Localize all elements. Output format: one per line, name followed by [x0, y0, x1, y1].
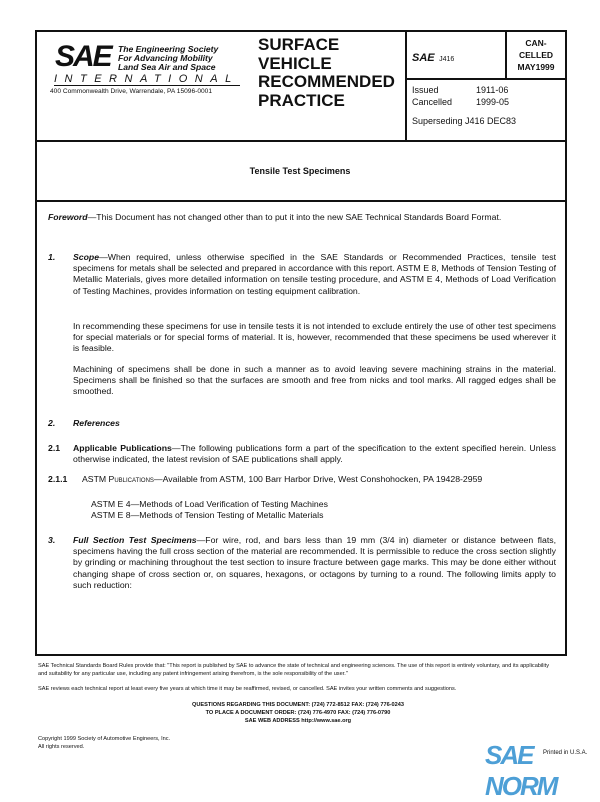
tagline-line: For Advancing Mobility [118, 53, 213, 63]
board-rules: SAE Technical Standards Board Rules provide that: "This report is published by SAE to advance the state of technical and engineering sciences. The use of this report is entirely voluntary, and its applicability and suitability for any particular use, including any patent infringement arising therefrom, is the sole responsibility of the user." [38, 663, 549, 677]
cancelled-value: 1999-05 [476, 97, 510, 107]
tagline-line: The Engineering Society [118, 44, 219, 54]
foreword-text: —This Document has not changed other than to put it into the new SAE Technical Standards Board Format. [87, 212, 502, 222]
paragraph: Machining of specimens shall be done in such a manner as to avoid leaving severe machining strains in the material. Specimens shall be finished so that the surfaces are smooth and free from nicks and tool marks. All ragged edges shall be smoothed. [73, 364, 556, 397]
tagline-line: Land Sea Air and Space [118, 62, 216, 72]
sae-logo: SAE [55, 40, 111, 73]
issued-label: Issued [412, 85, 439, 95]
superseding: Superseding J416 DEC83 [412, 116, 517, 126]
reference-item: ASTM E 8—Methods of Tension Testing of Metallic Materials [91, 510, 324, 521]
doc-type-line: PRACTICE [258, 90, 345, 110]
subsection-text: —Available from ASTM, 100 Barr Harbor Drive, West Conshohocken, PA 19428-2959 [153, 474, 483, 484]
international-label: INTERNATIONAL [54, 73, 239, 85]
divider [405, 30, 407, 140]
section-number: 2.1.1 [48, 474, 68, 484]
document-title: Tensile Test Specimens [249, 166, 351, 176]
sae-norm-watermark-logo: SAE NORM [485, 740, 557, 801]
section-number: 3. [48, 535, 56, 545]
address: 400 Commonwealth Drive, Warrendale, PA 15096-0001 [50, 88, 212, 95]
questions-line: QUESTIONS REGARDING THIS DOCUMENT: (724) 772-8512 FAX: (724) 776-0243 [191, 702, 404, 708]
subsection-heading: ASTM Publications [82, 474, 154, 484]
rights: All rights reserved. [38, 744, 85, 750]
review-note: SAE reviews each technical report at least every five years at which time it may be reaffirmed, revised, or cancelled. SAE invites your written comments and suggestions. [38, 686, 457, 692]
copyright: Copyright 1999 Society of Automotive Engineers, Inc. [38, 736, 171, 742]
order-line: TO PLACE A DOCUMENT ORDER: (724) 776-4970 FAX: (724) 776-0790 [205, 710, 391, 716]
divider [35, 140, 565, 142]
doc-number-value: J416 [439, 56, 455, 63]
issued-value: 1911-06 [476, 85, 509, 95]
dates [412, 84, 509, 108]
status-line: CAN- [525, 38, 547, 48]
full-section-paragraph [73, 535, 556, 591]
references-heading: References [73, 418, 120, 428]
status-line: CELLED [519, 50, 553, 60]
subsection-heading: Applicable Publications [73, 443, 172, 453]
doc-type-line: RECOMMENDED [258, 72, 395, 91]
paragraph: In recommending these specimens for use in tensile tests it is not intended to exclude entirely the use of other test specimens for special materials or for special forms of material. It is, however, recommended that these specimens be used wherever it is feasible. [73, 321, 556, 354]
subsection-text: —The following publications form a part of the specification to the extent specified herein. Unless otherwise indicated, the latest revision of SAE publications shall apply. [73, 443, 556, 465]
doc-number [412, 48, 454, 66]
divider [405, 78, 565, 80]
foreword-heading: Foreword [48, 212, 88, 222]
astm-reference-list [91, 499, 551, 521]
subsection-text: —For wire, rod, and bars less than 19 mm (3/4 in) diameter or distance between flats, specimens having the full cross section of the material are recommended. It is permissible to reduce the cross section slightly by grinding or machining throughout the test section to insure fracture between gage marks. This may be done either without changing shape of cross section or, on squares, hexagons, or octagons by turning to a round. The following limits apply to such reduction: [73, 535, 556, 590]
sae-tagline [118, 45, 218, 72]
sae-small-logo: SAE [412, 52, 435, 64]
astm-publications [82, 474, 556, 485]
section-number: 1. [48, 252, 56, 262]
printed-in: Printed in U.S.A. [543, 750, 588, 756]
reference-item: ASTM E 4—Methods of Load Verification of Testing Machines [91, 499, 328, 509]
scope-heading: Scope [73, 252, 100, 262]
divider [35, 200, 565, 202]
doc-type-line: SURFACE [258, 35, 340, 54]
applicable-publications [73, 443, 556, 465]
subsection-heading: Full Section Test Specimens [73, 535, 197, 545]
foreword [48, 212, 556, 223]
section-number: 2.1 [48, 443, 61, 453]
document-type [258, 36, 395, 110]
status-cancelled [507, 37, 565, 73]
cancelled-label: Cancelled [412, 97, 453, 107]
web-address: SAE WEB ADDRESS http://www.sae.org [244, 718, 352, 724]
doc-type-line: VEHICLE [258, 53, 332, 73]
scope-text: —When required, unless otherwise specified in the SAE Standards or Recommended Practices, tensile test specimens for metals shall be selected and prepared in accordance with this report. ASTM E 8, Methods of Tension Testing of Metallic Materials, gives more detailed information on tensile testing procedure, and ASTM E 4, Methods of Load Verification of Testing Machines, provides information on testing equipment calibration. [73, 252, 556, 296]
section-number: 2. [48, 418, 56, 428]
scope-paragraph [73, 252, 556, 297]
status-line: MAY1999 [517, 62, 555, 72]
